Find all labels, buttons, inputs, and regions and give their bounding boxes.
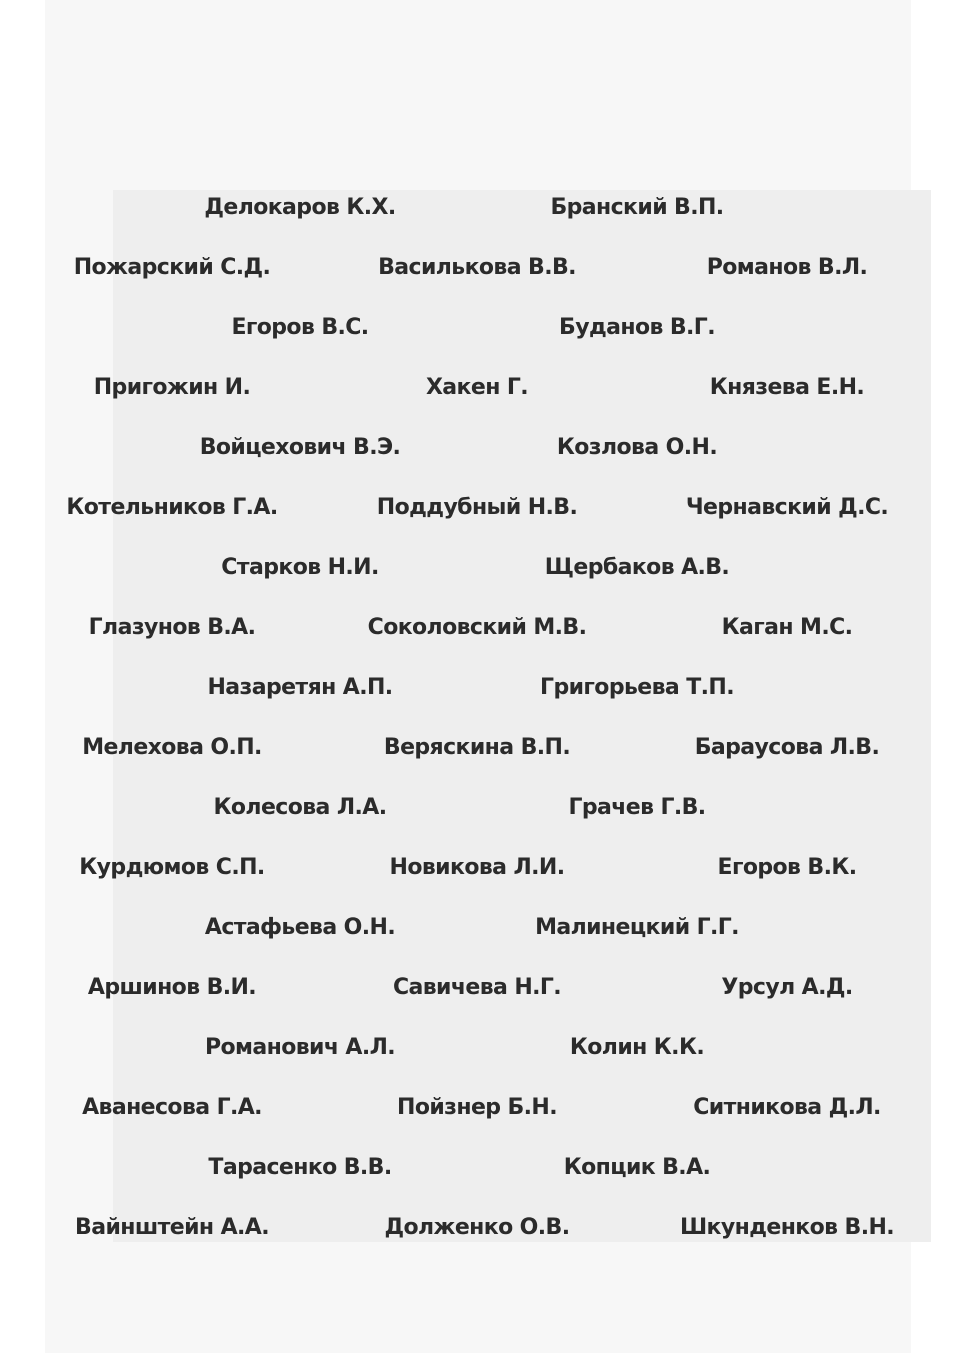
names-row	[0, 668, 957, 708]
names-row	[0, 1028, 957, 1068]
names-row	[0, 608, 957, 648]
names-row	[0, 728, 957, 768]
names-row	[0, 1208, 957, 1248]
name-item: Козлова О.Н.	[556, 435, 718, 460]
name-item: Бранский В.П.	[550, 195, 724, 220]
name-item: Назаретян А.П.	[207, 675, 393, 700]
name-item: Князева Е.Н.	[709, 375, 865, 400]
names-row	[0, 308, 957, 348]
name-item: Василькова В.В.	[378, 255, 576, 280]
name-item: Аршинов В.И.	[87, 975, 257, 1000]
name-item: Романов В.Л.	[706, 255, 868, 280]
name-item: Астафьева О.Н.	[204, 915, 396, 940]
names-row	[0, 188, 957, 228]
names-row	[0, 368, 957, 408]
name-item: Щербаков А.В.	[544, 555, 730, 580]
names-row	[0, 788, 957, 828]
names-row	[0, 1148, 957, 1188]
name-item: Соколовский М.В.	[367, 615, 587, 640]
name-item: Долженко О.В.	[384, 1215, 570, 1240]
name-item: Ситникова Д.Л.	[693, 1095, 881, 1120]
name-item: Веряскина В.П.	[383, 735, 571, 760]
name-item: Копцик В.А.	[563, 1155, 711, 1180]
names-row	[0, 968, 957, 1008]
name-item: Тарасенко В.В.	[208, 1155, 392, 1180]
name-item: Пойзнер Б.Н.	[397, 1095, 557, 1120]
name-item: Савичева Н.Г.	[392, 975, 562, 1000]
name-item: Чернавский Д.С.	[685, 495, 889, 520]
name-item: Грачев Г.В.	[568, 795, 706, 820]
name-item: Каган М.С.	[721, 615, 853, 640]
name-item: Колесова Л.А.	[213, 795, 387, 820]
names-row	[0, 548, 957, 588]
name-item: Хакен Г.	[425, 375, 529, 400]
name-item: Новикова Л.И.	[389, 855, 565, 880]
name-item: Пригожин И.	[93, 375, 251, 400]
name-item: Урсул А.Д.	[721, 975, 853, 1000]
name-item: Колин К.К.	[569, 1035, 705, 1060]
name-item: Григорьева Т.П.	[540, 675, 734, 700]
name-item: Аванесова Г.А.	[82, 1095, 262, 1120]
name-item: Вайнштейн А.А.	[75, 1215, 269, 1240]
name-item: Бараусова Л.В.	[694, 735, 880, 760]
names-row	[0, 248, 957, 288]
names-row	[0, 1088, 957, 1128]
name-item: Делокаров К.Х.	[204, 195, 396, 220]
name-item: Шкунденков В.Н.	[679, 1215, 895, 1240]
name-item: Курдюмов С.П.	[79, 855, 265, 880]
name-item: Поддубный Н.В.	[376, 495, 578, 520]
name-item: Котельников Г.А.	[66, 495, 278, 520]
name-item: Глазунов В.А.	[88, 615, 256, 640]
name-item: Егоров В.К.	[717, 855, 857, 880]
name-item: Егоров В.С.	[231, 315, 369, 340]
names-row	[0, 848, 957, 888]
name-item: Пожарский С.Д.	[73, 255, 271, 280]
name-item: Малинецкий Г.Г.	[535, 915, 739, 940]
name-item: Буданов В.Г.	[559, 315, 715, 340]
names-row	[0, 908, 957, 948]
name-item: Романович А.Л.	[204, 1035, 396, 1060]
names-row	[0, 488, 957, 528]
name-item: Старков Н.И.	[221, 555, 379, 580]
name-item: Мелехова О.П.	[82, 735, 262, 760]
name-item: Войцехович В.Э.	[199, 435, 401, 460]
names-row	[0, 428, 957, 468]
